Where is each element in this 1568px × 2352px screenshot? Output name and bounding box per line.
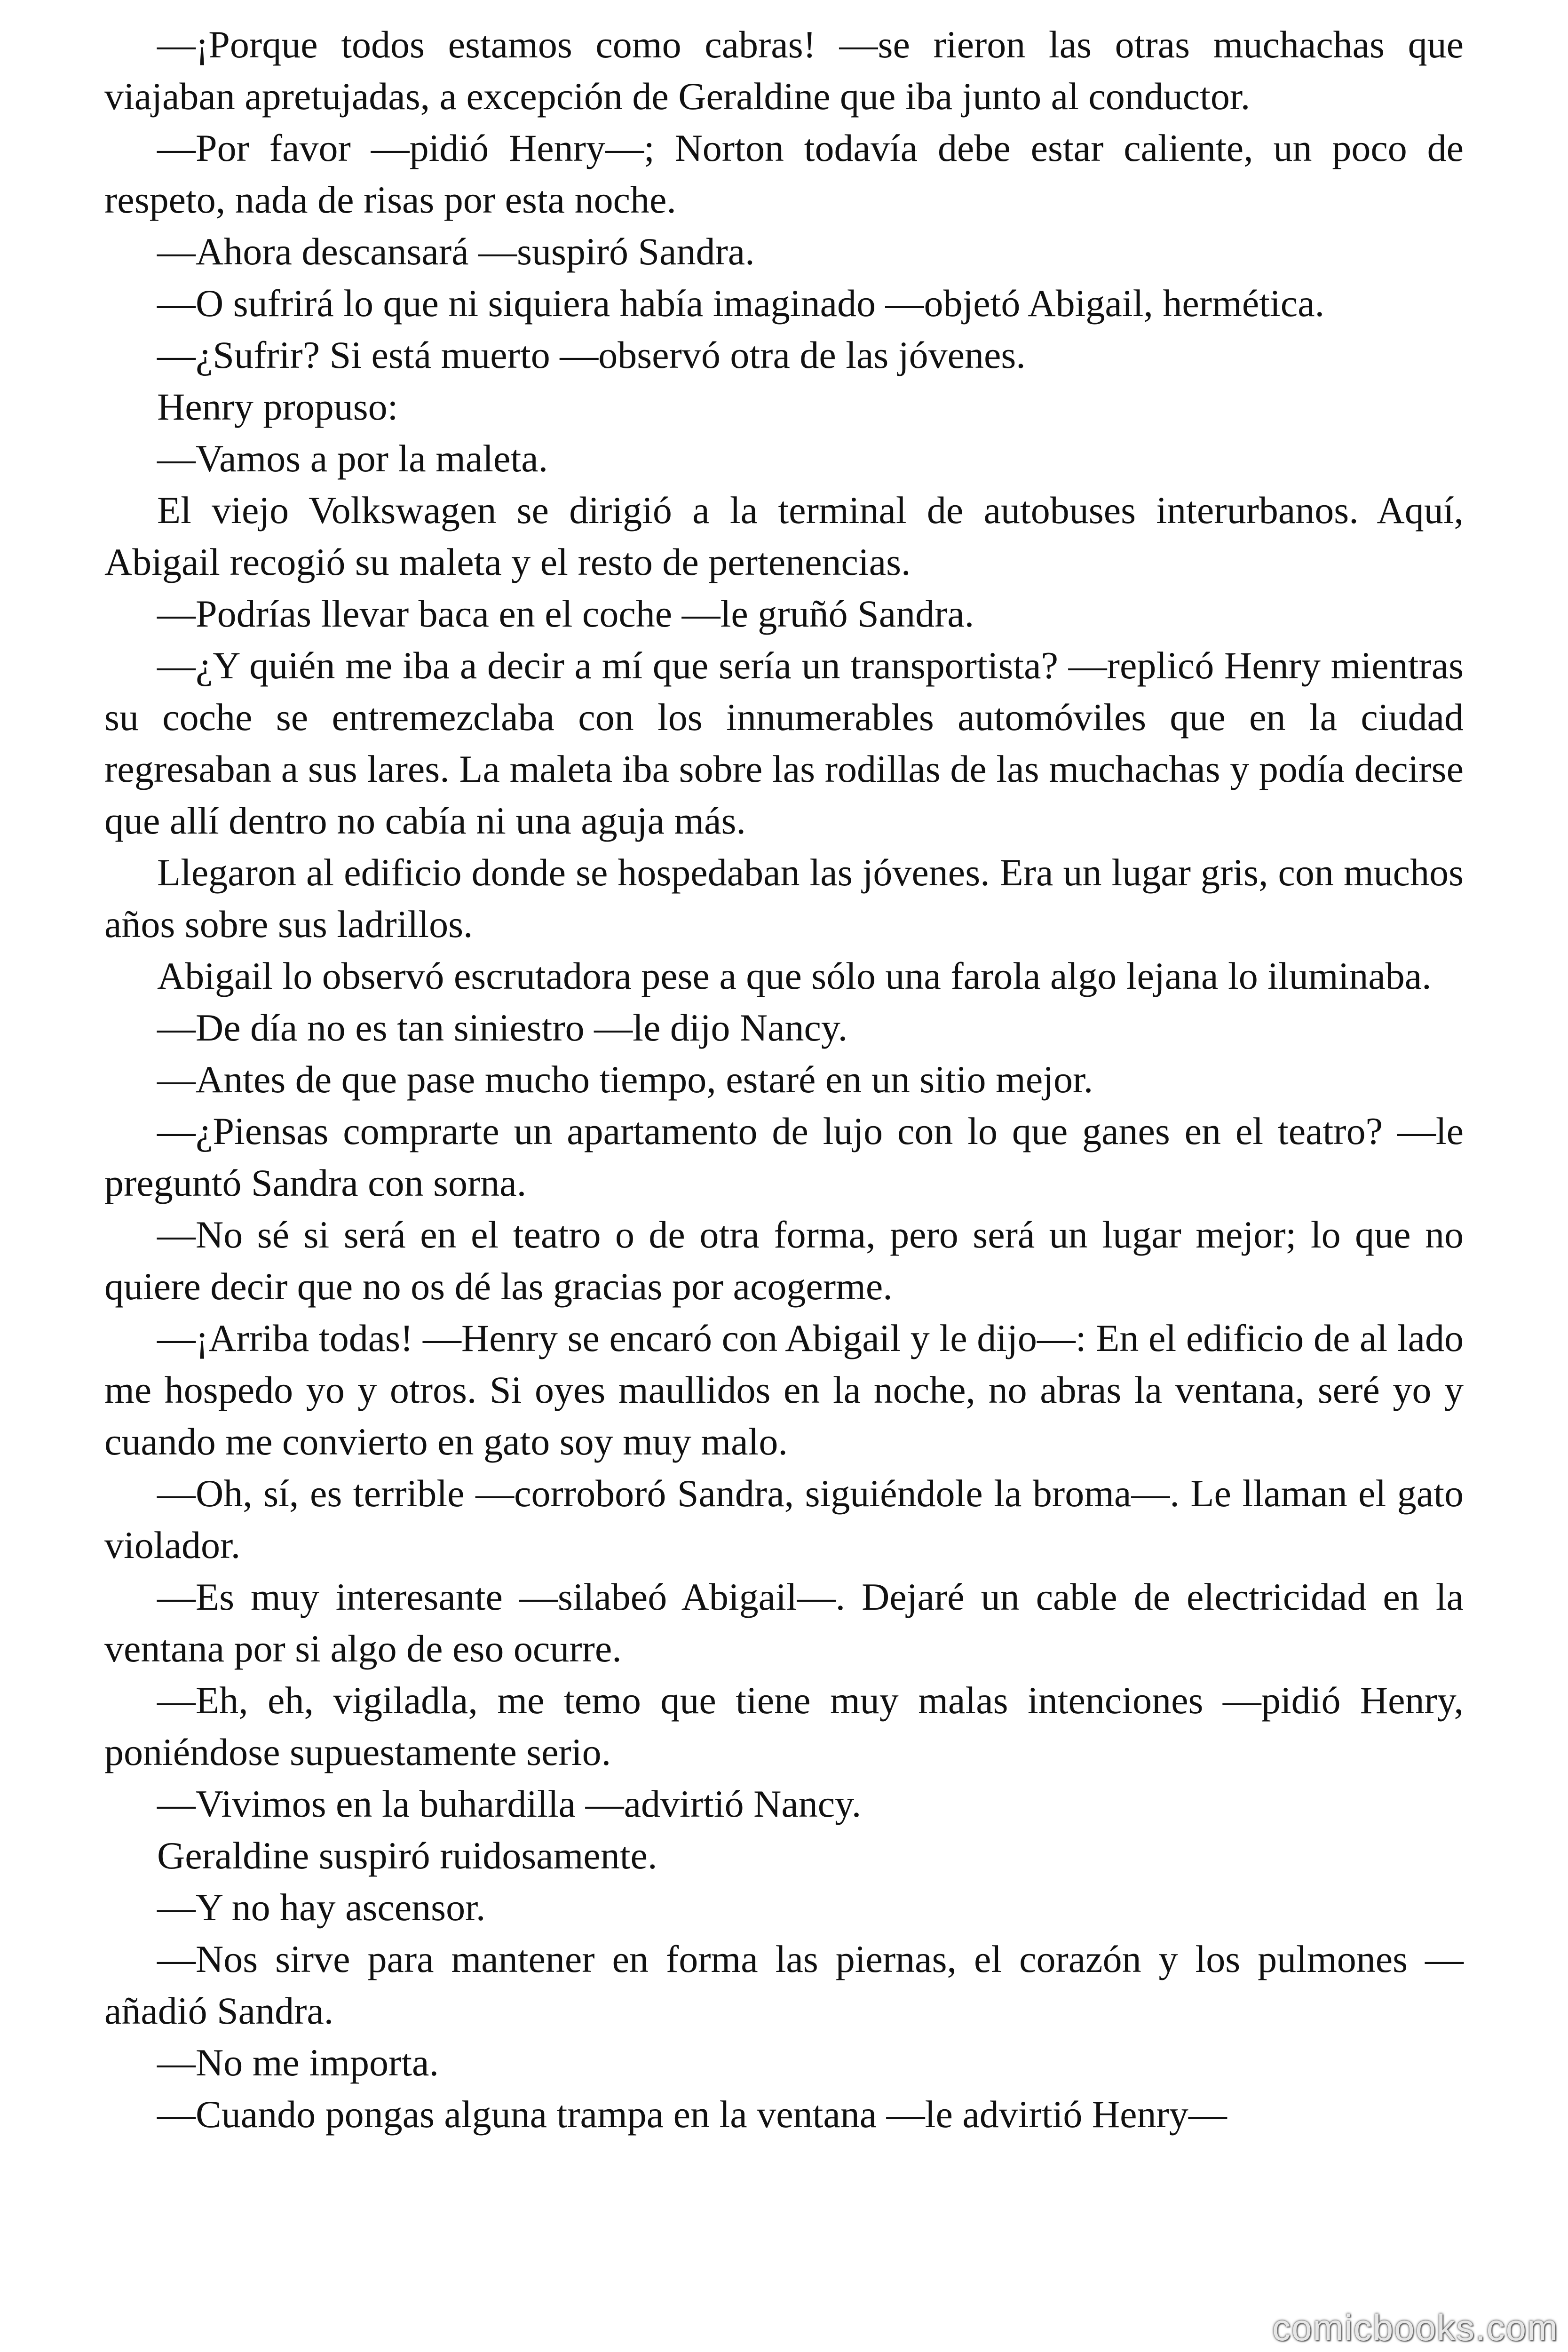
paragraph: Llegaron al edificio donde se hospedaban las jóvenes. Era un lugar gris, con muchos años sobre sus ladrillos. <box>104 851 1464 946</box>
paragraph: —Antes de que pase mucho tiempo, estaré en un sitio mejor. <box>157 1058 1093 1101</box>
paragraph: —¿Sufrir? Si está muerto —observó otra de las jóvenes. <box>157 334 1026 376</box>
paragraph: —¿Piensas comprarte un apartamento de lujo con lo que ganes en el teatro? —le preguntó Sandra con sorna. <box>104 1110 1464 1204</box>
paragraph: —Y no hay ascensor. <box>157 1886 486 1929</box>
paragraph: —Por favor —pidió Henry—; Norton todavía debe estar caliente, un poco de respeto, nada de risas por esta noche. <box>104 127 1464 221</box>
paragraph: El viejo Volkswagen se dirigió a la terminal de autobuses interurbanos. Aquí, Abigail recogió su maleta y el resto de pertenencias. <box>104 489 1464 583</box>
paragraph: Geraldine suspiró ruidosamente. <box>157 1834 657 1877</box>
paragraph: —O sufrirá lo que ni siquiera había imaginado —objetó Abigail, hermética. <box>157 282 1325 325</box>
paragraph: —Nos sirve para mantener en forma las piernas, el corazón y los pulmones —añadió Sandra. <box>104 1938 1464 2032</box>
paragraph: —Ahora descansará —suspiró Sandra. <box>157 230 755 273</box>
paragraph: Henry propuso: <box>157 385 398 428</box>
paragraph: —Es muy interesante —silabeó Abigail—. Dejaré un cable de electricidad en la ventana por si algo de eso ocurre. <box>104 1575 1464 1670</box>
paragraph: —Eh, eh, vigiladla, me temo que tiene muy malas intenciones —pidió Henry, poniéndose supuestamente serio. <box>104 1679 1464 1773</box>
paragraph: —De día no es tan siniestro —le dijo Nancy. <box>157 1006 848 1049</box>
paragraph: —Vivimos en la buhardilla —advirtió Nancy. <box>157 1782 862 1825</box>
book-page <box>104 19 1464 2140</box>
paragraph: —¡Arriba todas! —Henry se encaró con Abigail y le dijo—: En el edificio de al lado me hospedo yo y otros. Si oyes maullidos en la noche, no abras la ventana, seré yo y cuando me convierto en gato soy muy malo. <box>104 1317 1464 1463</box>
paragraph: —No sé si será en el teatro o de otra forma, pero será un lugar mejor; lo que no quiere decir que no os dé las gracias por acogerme. <box>104 1213 1464 1308</box>
paragraph: —No me importa. <box>157 2041 439 2084</box>
paragraph: Abigail lo observó escrutadora pese a que sólo una farola algo lejana lo iluminaba. <box>157 954 1432 997</box>
watermark: comicbooks.com <box>1272 2307 1559 2348</box>
paragraph: —¿Y quién me iba a decir a mí que sería un transportista? —replicó Henry mientras su coche se entremezclaba con los innumerables automóviles que en la ciudad regresaban a sus lares. La maleta iba sobre las rodillas de las muchachas y podía decirse que allí dentro no cabía ni una aguja más. <box>104 644 1464 842</box>
paragraph: —¡Porque todos estamos como cabras! —se rieron las otras muchachas que viajaban apretujadas, a excepción de Geraldine que iba junto al conductor. <box>104 23 1464 118</box>
paragraph: —Cuando pongas alguna trampa en la ventana —le advirtió Henry— <box>157 2093 1227 2136</box>
paragraph: —Oh, sí, es terrible —corroboró Sandra, siguiéndole la broma—. Le llaman el gato violador. <box>104 1472 1464 1566</box>
paragraph: —Vamos a por la maleta. <box>157 437 548 480</box>
paragraph: —Podrías llevar baca en el coche —le gruñó Sandra. <box>157 592 974 635</box>
